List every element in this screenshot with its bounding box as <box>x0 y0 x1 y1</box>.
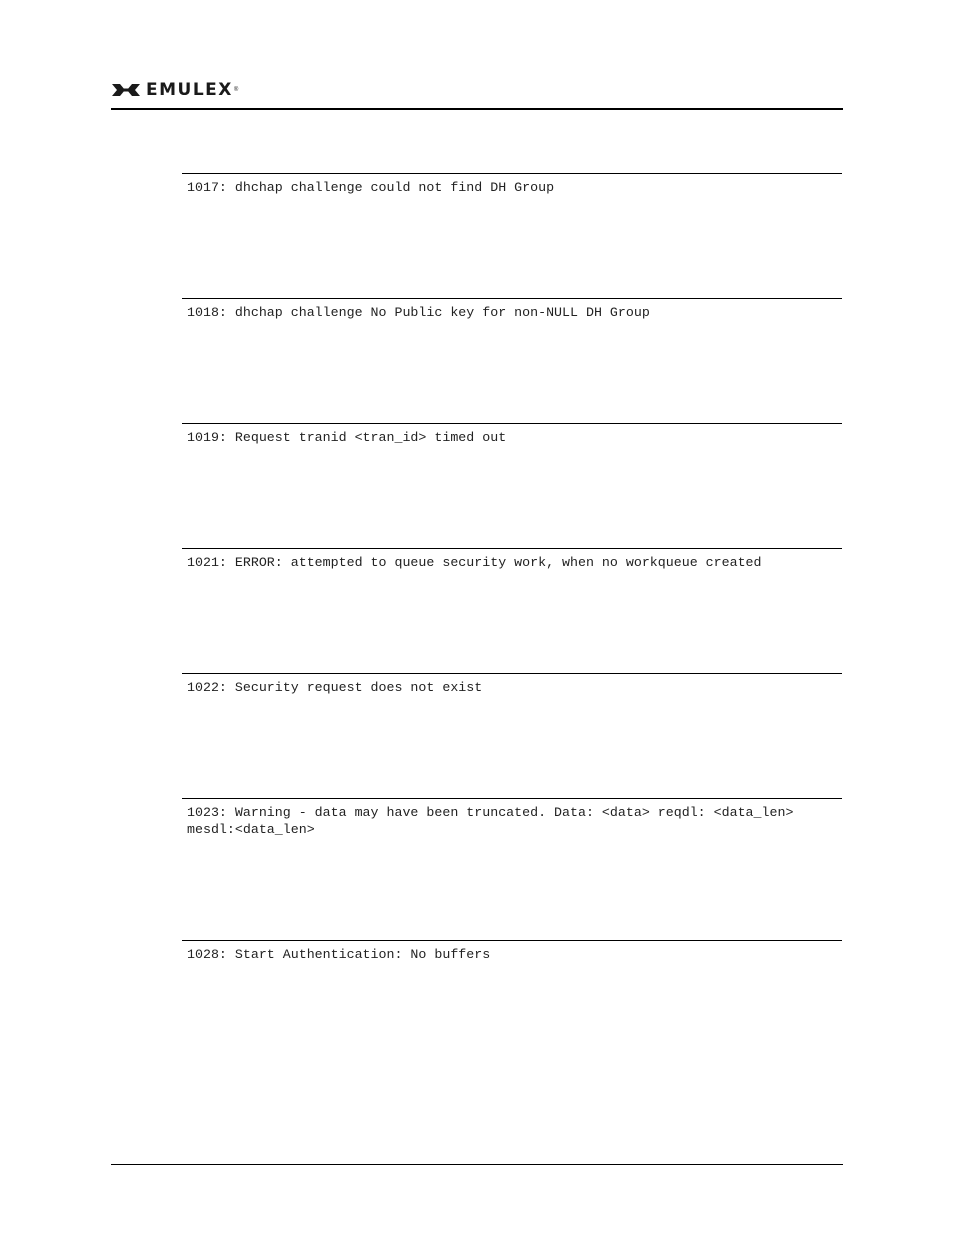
message-text: 1022: Security request does not exist <box>187 680 483 695</box>
message-entry-1028 <box>182 940 842 1065</box>
message-text: 1023: Warning - data may have been truncated. Data: <data> reqdl: <data_len> mesdl:<data_len> <box>187 805 794 837</box>
header-divider <box>111 108 843 110</box>
message-entry-1019 <box>182 423 842 548</box>
logo-wordmark: EMULEX <box>146 80 233 100</box>
message-entry-1022 <box>182 673 842 798</box>
message-text: 1018: dhchap challenge No Public key for non-NULL DH Group <box>187 305 650 320</box>
emulex-logo <box>111 80 238 100</box>
message-text: 1021: ERROR: attempted to queue security work, when no workqueue created <box>187 555 762 570</box>
message-entry-1017 <box>182 173 842 298</box>
logo-trademark: ® <box>233 87 239 93</box>
message-text: 1019: Request tranid <tran_id> timed out <box>187 430 507 445</box>
message-text: 1028: Start Authentication: No buffers <box>187 947 491 962</box>
message-text: 1017: dhchap challenge could not find DH Group <box>187 180 555 195</box>
message-list <box>182 173 842 1065</box>
emulex-logo-mark-icon <box>111 81 141 99</box>
message-entry-1023 <box>182 798 842 940</box>
footer-divider <box>111 1164 843 1165</box>
message-entry-1021 <box>182 548 842 673</box>
message-entry-1018 <box>182 298 842 423</box>
